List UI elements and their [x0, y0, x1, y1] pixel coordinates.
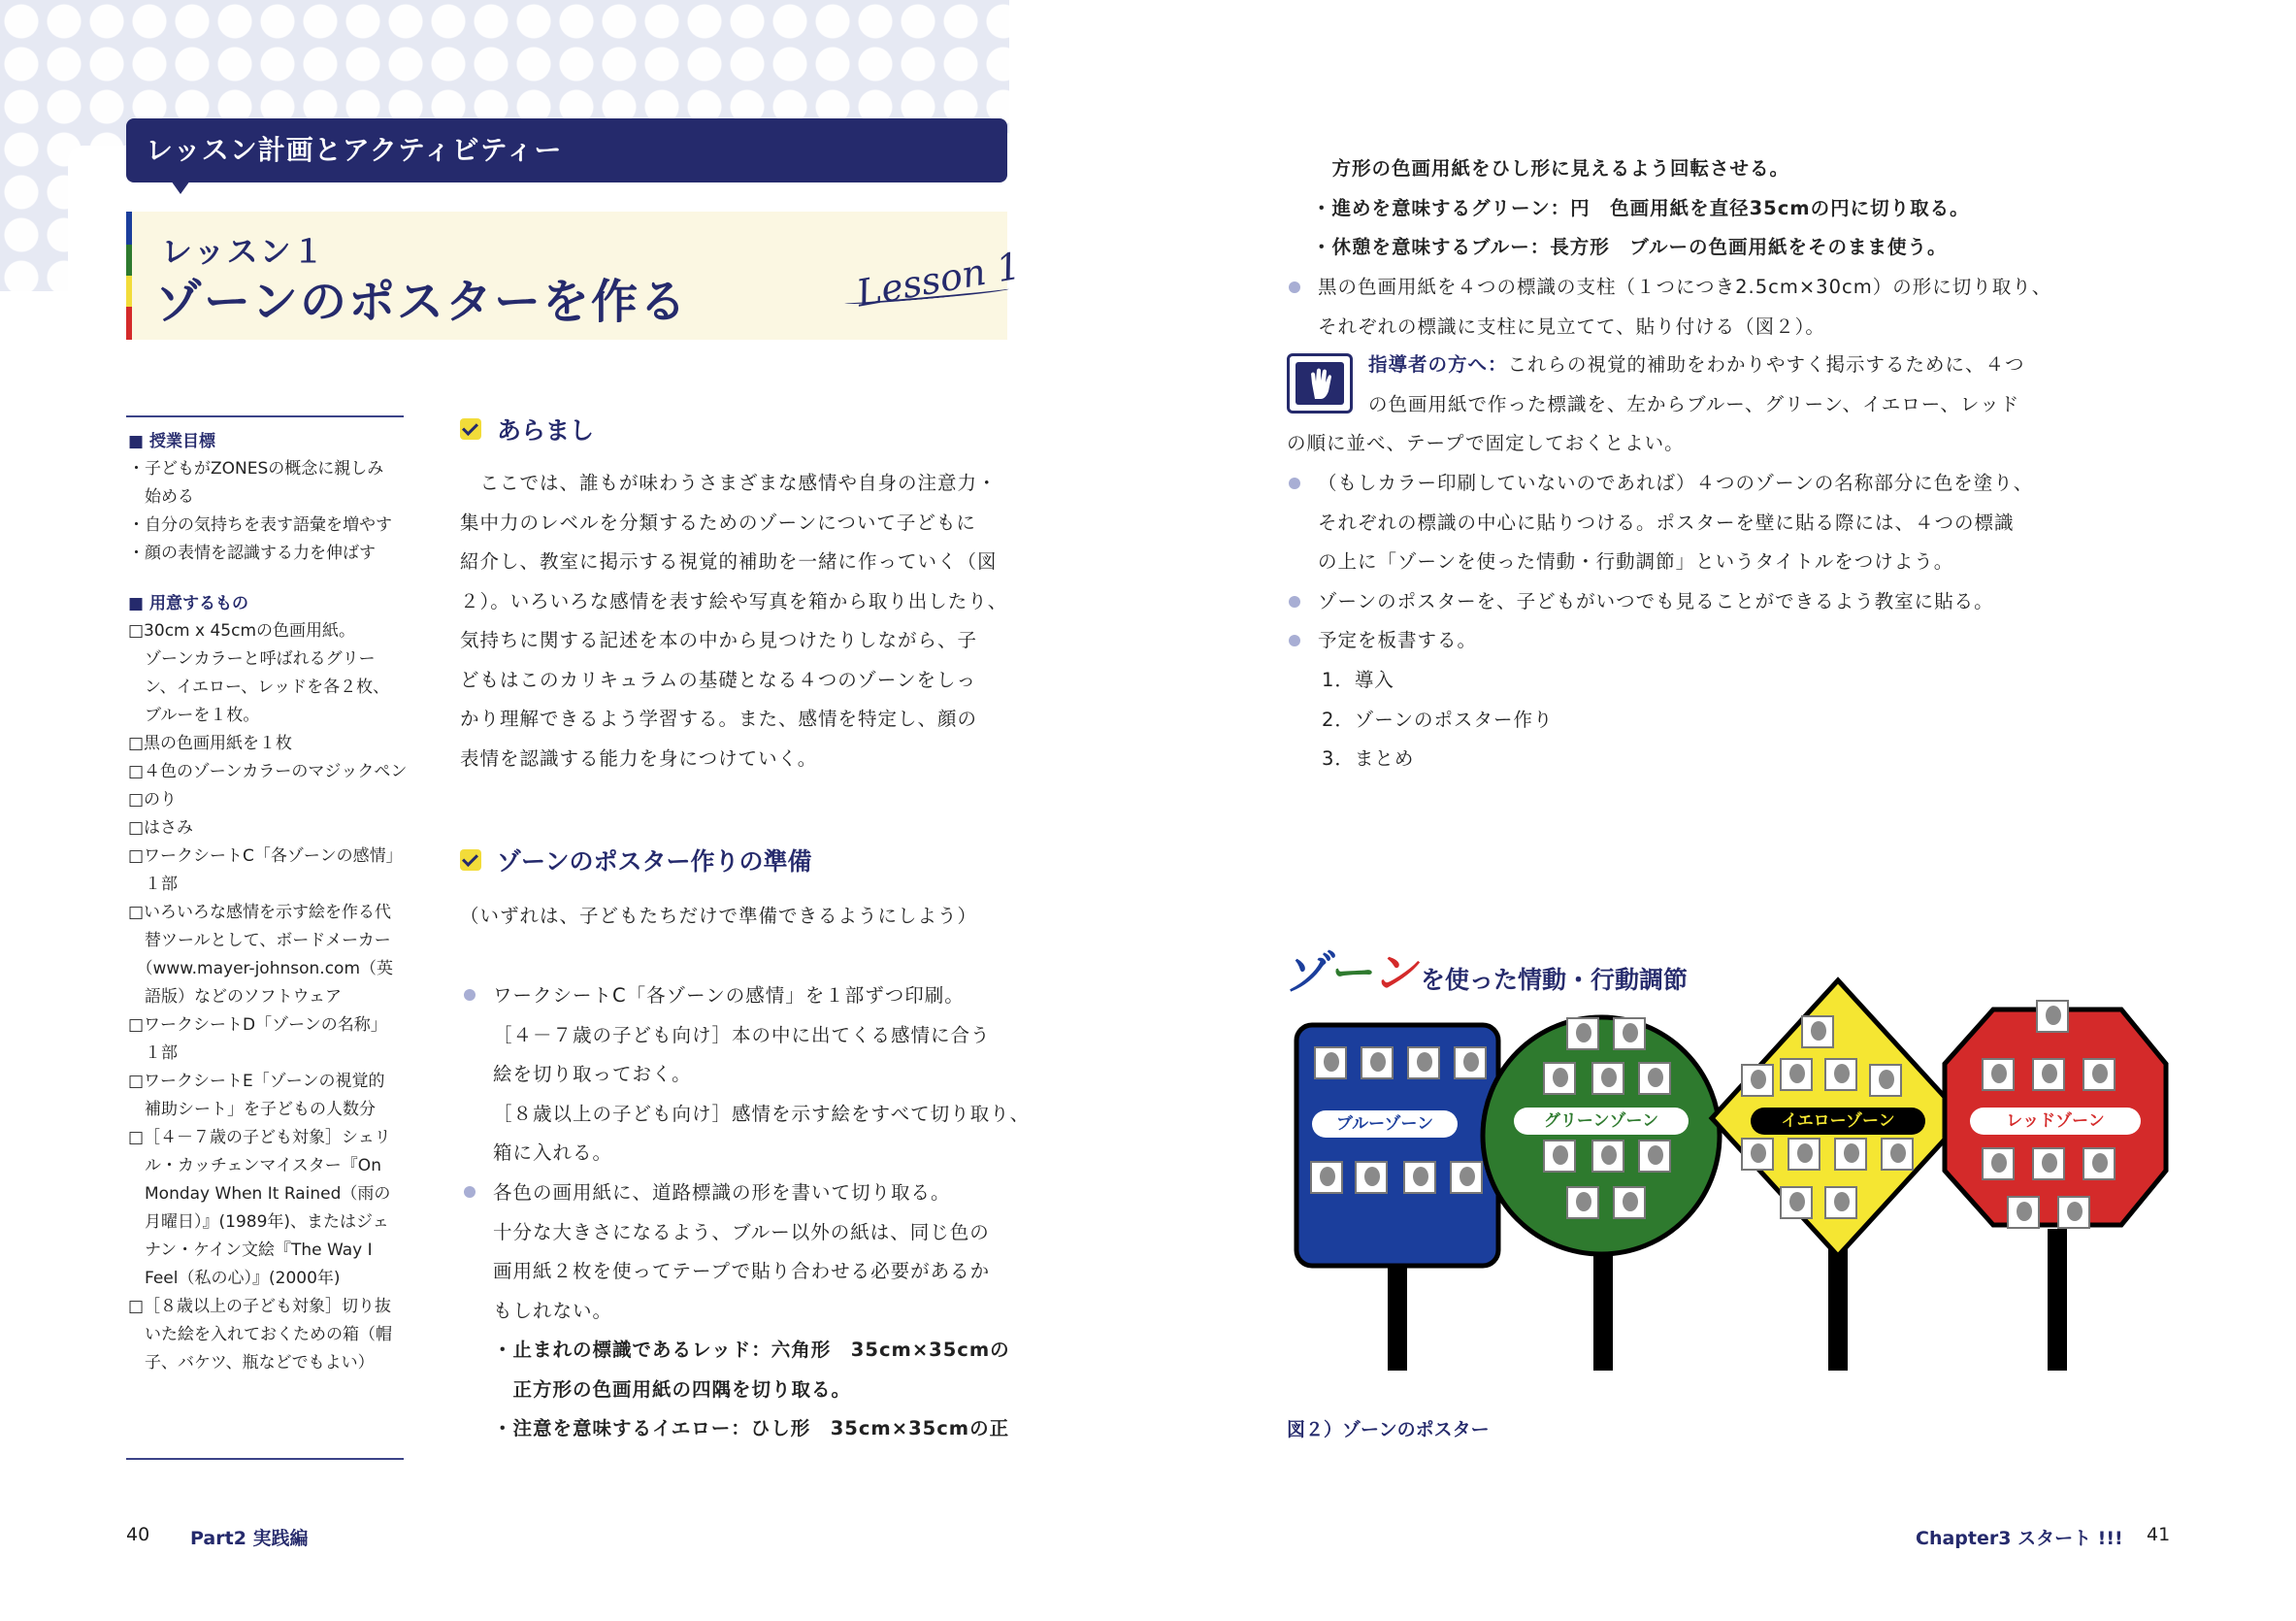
face-photo — [1869, 1064, 1902, 1097]
prep-heading — [460, 843, 812, 877]
bullet-4-line: （もしカラー印刷していないのであれば）４つのゾーンの名称部分に色を塗り、 — [1318, 472, 2034, 494]
bullet-6: 予定を板書する。 — [1318, 629, 1478, 651]
page-number-right: 41 — [2147, 1524, 2171, 1545]
material-item: １部 — [128, 875, 178, 894]
continued-line: ・休憩を意味するブルー：長方形 ブルーの色画用紙をそのまま使う。 — [1312, 236, 1948, 258]
prep-bullet-2-sub — [493, 1331, 1036, 1449]
summary-line: 気持ちに関する記述を本の中から見つけたりしながら、子 — [460, 629, 978, 651]
face-photo — [2032, 1147, 2065, 1180]
prep-bullet-2 — [493, 1174, 1036, 1331]
schedule-list — [1322, 661, 1554, 779]
face-photo — [1543, 1140, 1576, 1173]
goal-item: ・顔の表情を認識する力を伸ばす — [128, 544, 376, 563]
goal-item: 始める — [128, 487, 194, 507]
material-item: □黒の色画用紙を１枚 — [128, 734, 293, 753]
continued-lines — [1312, 149, 2185, 268]
summary-line: 紹介し、教室に掲示する視覚的補助を一緒に作っていく（図 — [460, 550, 998, 573]
bullet-3-line: それぞれの標識に支柱に見立てて、貼り付ける（図２）。 — [1318, 314, 1825, 338]
sidebar-bottom-rule — [126, 1458, 404, 1460]
summary-line: 集中力のレベルを分類するためのゾーンについて子どもに — [460, 511, 976, 534]
face-photo — [1638, 1140, 1671, 1173]
continued-line: ・進めを意味するグリーン：円 色画用紙を直径35cmの円に切り取る。 — [1312, 196, 1970, 219]
face-photo — [2083, 1058, 2116, 1091]
green-sign — [1483, 1017, 1720, 1254]
poster-title-char-3: ン — [1372, 946, 1417, 999]
summary-line: かり理解できるよう学習する。また、感情を特定し、顔の — [460, 708, 978, 730]
face-photo — [2032, 1058, 2065, 1091]
material-item: ブルーを１枚。 — [128, 706, 260, 725]
blue-zone-label: ブルーゾーン — [1312, 1110, 1458, 1138]
face-photo — [1788, 1138, 1820, 1171]
bullet-dot — [464, 1186, 476, 1198]
material-item: □ワークシートD「ゾーンの名称」 — [128, 1015, 387, 1035]
bullet-dot — [1289, 478, 1300, 489]
face-photo — [1566, 1017, 1599, 1050]
material-item: ル・カッチェンマイスター『On — [128, 1156, 381, 1175]
section-tab: レッスン計画とアクティビティー — [126, 118, 1007, 182]
poster-title-rest: を使った情動・行動調節 — [1421, 966, 1689, 994]
tab-pointer — [171, 181, 190, 194]
face-photo — [1566, 1186, 1599, 1219]
lesson-title: ゾーンのポスターを作る — [155, 275, 689, 329]
face-photo — [1450, 1161, 1483, 1194]
material-item: 月曜日）』(1989年)、またはジェ — [128, 1212, 389, 1232]
face-photo — [1314, 1046, 1347, 1079]
face-photo — [1881, 1138, 1914, 1171]
material-item: Monday When It Rained（雨の — [128, 1184, 391, 1204]
bullet-dot — [1289, 635, 1300, 646]
material-item: □30cm x 45cmの色画用紙。 — [128, 621, 356, 641]
face-photo — [1361, 1046, 1394, 1079]
prep-b2-line: もしれない。 — [493, 1299, 613, 1322]
color-bar-blue — [126, 212, 132, 245]
face-photo — [1982, 1147, 2015, 1180]
material-item: 子、バケツ、瓶などでもよい） — [128, 1353, 375, 1373]
summary-line: ここでは、誰もが味わうさまざまな感情や自身の注意力・ — [460, 472, 998, 494]
face-photo — [1613, 1017, 1646, 1050]
face-photo — [1355, 1161, 1388, 1194]
prep-b1-line: 箱に入れる。 — [493, 1141, 613, 1164]
material-item: □ワークシートE「ゾーンの視覚的 — [128, 1072, 385, 1091]
lesson-script-title: Lesson 1 — [853, 244, 1024, 315]
sidebar — [128, 427, 419, 1377]
bullet-dot — [464, 989, 476, 1001]
face-photo — [1613, 1186, 1646, 1219]
material-item: □４色のゾーンカラーのマジックペン — [128, 762, 408, 781]
materials-heading: ■ 用意するもの — [128, 594, 248, 613]
prep-b2-line: 十分な大きさになるよう、ブルー以外の紙は、同じ色の — [493, 1220, 990, 1243]
material-item: □はさみ — [128, 818, 194, 838]
material-item: 替ツールとして、ボードメーカー — [128, 931, 391, 950]
face-photo — [1780, 1186, 1813, 1219]
teacher-label: 指導者の方へ： — [1368, 353, 1508, 376]
prep-b2-line: 画用紙２枚を使ってテープで貼り合わせる必要があるか — [493, 1260, 991, 1282]
face-photo — [2083, 1147, 2116, 1180]
face-photo — [1982, 1058, 2015, 1091]
summary-line: どもはこのカリキュラムの基礎となる４つのゾーンをしっ — [460, 668, 977, 691]
face-photo — [1543, 1062, 1576, 1095]
bullet-4-line: それぞれの標識の中心に貼りつける。ポスターを壁に貼る際には、４つの標識 — [1318, 511, 2015, 534]
bullet-dot — [1289, 281, 1300, 293]
prep-b2-line: 各色の画用紙に、道路標識の形を書いて切り取る。 — [493, 1181, 951, 1204]
material-item: １部 — [128, 1043, 178, 1063]
teacher-line-2: の色画用紙で作った標識を、左からブルー、グリーン、イエロー、レッド — [1368, 392, 2020, 415]
check-icon — [460, 418, 481, 440]
bullet-4 — [1318, 464, 2191, 582]
material-item: □［４－７歳の子ども対象］シェリ — [128, 1128, 391, 1147]
face-photo — [1638, 1062, 1671, 1095]
continued-line: 方形の色画用紙をひし形に見えるよう回転させる。 — [1312, 157, 1790, 180]
face-photo — [1824, 1058, 1857, 1091]
face-photo — [1591, 1062, 1624, 1095]
red-zone-label: レッドゾーン — [1970, 1108, 2141, 1135]
bullet-5: ゾーンのポスターを、子どもがいつでも見ることができるよう教室に貼る。 — [1318, 590, 1994, 612]
bullet-dot — [1289, 596, 1300, 608]
poster-title-char-2: ー — [1328, 946, 1372, 999]
material-item: いた絵を入れておくための箱（帽 — [128, 1325, 392, 1344]
poster-title-char-1: ゾ — [1283, 946, 1328, 999]
figure-caption: 図２）ゾーンのポスター — [1287, 1419, 1490, 1440]
material-item: ン、イエロー、レッドを各２枚、 — [128, 678, 390, 697]
prep-b2-sub-line: ・止まれの標識であるレッド：六角形 35cm×35cmの — [493, 1339, 1010, 1361]
color-bar-green — [126, 245, 132, 276]
face-photo — [1407, 1046, 1440, 1079]
material-item: 語版）などのソフトウェア — [128, 987, 342, 1007]
face-photo — [1741, 1064, 1774, 1097]
prep-heading-text: ゾーンのポスター作りの準備 — [497, 847, 812, 876]
face-photo — [1454, 1046, 1487, 1079]
summary-line: 表情を認識する能力を身につけていく。 — [460, 746, 818, 770]
footer-part: Part2 実践編 — [190, 1528, 309, 1549]
face-photo — [2036, 1000, 2069, 1033]
yellow-zone-label: イエローゾーン — [1751, 1108, 1925, 1135]
bullet-3-line: 黒の色画用紙を４つの標識の支柱（１つにつき2.5cm×30cm）の形に切り取り、 — [1318, 276, 2052, 298]
face-photo — [1834, 1138, 1867, 1171]
lesson-number: レッスン１ — [161, 233, 326, 270]
face-photo — [1780, 1058, 1813, 1091]
face-photo — [2007, 1196, 2040, 1229]
prep-b1-line: ［８歳以上の子ども向け］感情を示す絵をすべて切り取り、 — [493, 1102, 1031, 1125]
summary-body — [460, 464, 1023, 778]
teacher-line-1: これらの視覚的補助をわかりやすく掲示するために、４つ — [1507, 353, 2025, 376]
goal-item: ・自分の気持ちを表す語彙を増やす — [128, 515, 392, 535]
prep-b1-line: 絵を切り取っておく。 — [493, 1063, 692, 1085]
prep-note: （いずれは、子どもたちだけで準備できるようにしよう） — [460, 905, 978, 927]
check-icon — [460, 849, 481, 871]
material-item: □ワークシートC「各ゾーンの感情」 — [128, 846, 403, 866]
materials-list — [128, 617, 419, 1377]
prep-b2-sub-line: ・注意を意味するイエロー：ひし形 35cm×35cmの正 — [493, 1417, 1010, 1439]
material-item: 補助シート」を子どもの人数分 — [128, 1100, 376, 1119]
page-number-left: 40 — [126, 1524, 150, 1545]
material-item: □［８歳以上の子ども対象］切り抜 — [128, 1297, 392, 1316]
footer-chapter: Chapter3 スタート !!! — [1916, 1528, 2123, 1549]
face-photo — [1801, 1015, 1834, 1048]
face-photo — [1741, 1138, 1774, 1171]
face-photo — [2057, 1196, 2090, 1229]
schedule-item: 3．まとめ — [1322, 747, 1415, 770]
bullet-4-line: の上に「ゾーンを使った情動・行動調節」というタイトルをつけよう。 — [1318, 550, 1954, 573]
color-bar-red — [126, 307, 132, 340]
summary-heading-text: あらまし — [497, 416, 595, 445]
schedule-item: 2．ゾーンのポスター作り — [1322, 708, 1554, 731]
material-item: □いろいろな感情を示す絵を作る代 — [128, 903, 392, 922]
schedule-item: 1．導入 — [1322, 669, 1394, 691]
face-photo — [1591, 1140, 1624, 1173]
prep-b2-sub-line: 正方形の色画用紙の四隅を切り取る。 — [493, 1377, 852, 1401]
material-item: （www.mayer-johnson.com（英 — [128, 959, 394, 978]
prep-bullet-1 — [493, 976, 1036, 1174]
color-bar-yellow — [126, 276, 132, 307]
teacher-line-3: の順に並べ、テープで固定しておくとよい。 — [1287, 432, 1685, 454]
face-photo — [1403, 1161, 1436, 1194]
face-photo — [1310, 1161, 1343, 1194]
summary-line: ２）。いろいろな感情を表す絵や写真を箱から取り出したり、 — [460, 589, 1008, 612]
teacher-note — [1287, 346, 2053, 464]
prep-b1-line: ワークシートC「各ゾーンの感情」を１部ずつ印刷。 — [493, 984, 965, 1007]
sidebar-top-rule — [126, 415, 404, 417]
material-item: ナン・ケイン文絵『The Way I — [128, 1241, 373, 1260]
goals-heading: ■ 授業目標 — [128, 432, 215, 451]
goals-list — [128, 455, 419, 568]
green-zone-label: グリーンゾーン — [1514, 1108, 1689, 1135]
bullet-3 — [1318, 268, 2191, 347]
material-item: ゾーンカラーと呼ばれるグリー — [128, 649, 376, 669]
material-item: □のり — [128, 790, 178, 810]
summary-heading — [460, 412, 594, 447]
prep-b1-line: ［４－７歳の子ども向け］本の中に出てくる感情に合う — [493, 1023, 991, 1046]
goal-item: ・子どもがZONESの概念に親しみ — [128, 459, 384, 479]
material-item: Feel（私の心）』(2000年) — [128, 1269, 341, 1288]
face-photo — [1824, 1186, 1857, 1219]
